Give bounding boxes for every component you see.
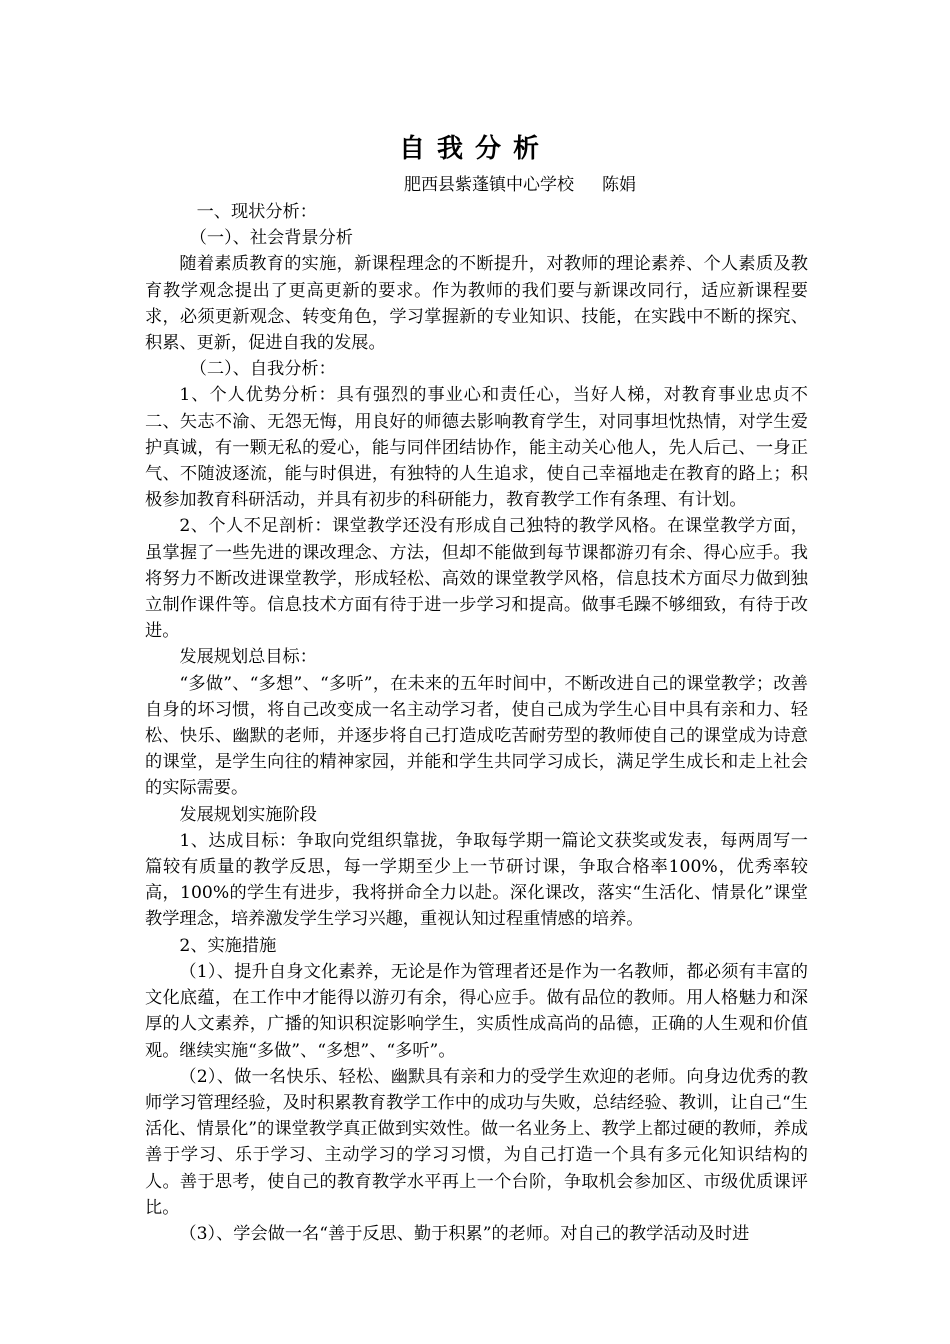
paragraph-heading: 发展规划实施阶段	[179, 804, 317, 825]
paragraph: （3）、学会做一名“善于反思、勤于积累”的老师。对自己的教学活动及时进	[179, 1223, 750, 1244]
paragraph: （2）、做一名快乐、轻松、幽默具有亲和力的受学生欢迎的老师。向身边优秀的教师学习管理经验，及时积累教育教学工作中的成功与失败，总结经验、教训，让自己“生活化、情景化”的课堂教学真正做到实效性。做一名业务上、教学上都过硬的教师，养成善于学习、乐于学习、主动学习的学习习惯，为自己打造一个具有多元化知识结构的人。善于思考，使自己的教育教学水平再上一个台阶，争取机会参加区、市级优质课评比。	[145, 1066, 808, 1218]
author-name: 陈娟	[602, 175, 636, 195]
document-title: 自我分析	[398, 134, 551, 164]
paragraph-heading: 2、实施措施	[179, 935, 277, 956]
section-heading: 一、现状分析：	[196, 202, 317, 222]
paragraph-heading: 发展规划总目标：	[179, 647, 317, 668]
subsection-heading: （二）、自我分析：	[189, 359, 336, 380]
document-body	[145, 199, 808, 1247]
paragraph: 随着素质教育的实施，新课程理念的不断提升，对教师的理论素养、个人素质及教育教学观念提出了更高更新的要求。作为教师的我们要与新课改同行，适应新课程要求，必须更新观念、转变角色，学习掌握新的专业知识、技能，在实践中不断的探究、积累、更新，促进自我的发展。	[145, 254, 808, 354]
paragraph: （1）、提升自身文化素养，无论是作为管理者还是作为一名教师，都必须有丰富的文化底蕴，在工作中才能得以游刃有余，得心应手。做有品位的教师。用人格魅力和深厚的人文素养，广播的知识积淀影响学生，实质性成高尚的品德，正确的人生观和价值观。继续实施“多做”、“多想”、“多听”。	[145, 961, 808, 1061]
paragraph: 2、个人不足剖析：课堂教学还没有形成自己独特的教学风格。在课堂教学方面，虽掌握了一些先进的课改理念、方法，但却不能做到每节课都游刃有余、得心应手。我将努力不断改进课堂教学，形成轻松、高效的课堂教学风格，信息技术方面尽力做到独立制作课件等。信息技术方面有待于进一步学习和提高。做事毛躁不够细致，有待于改进。	[145, 516, 808, 642]
paragraph: 1、个人优势分析：具有强烈的事业心和责任心，当好人梯，对教育事业忠贞不二、矢志不渝、无怨无悔，用良好的师德去影响教育学生，对同事坦忱热情，对学生爱护真诚，有一颗无私的爱心，能与同伴团结协作，能主动关心他人，先人后己、一身正气、不随波逐流，能与时俱进，有独特的人生追求，使自己幸福地走在教育的路上；积极参加教育科研活动，并具有初步的科研能力，教育教学工作有条理、有计划。	[145, 385, 808, 511]
school-name: 肥西县紫蓬镇中心学校	[404, 175, 574, 195]
subsection-heading: （一）、社会背景分析	[189, 228, 353, 249]
paragraph: 1、达成目标：争取向党组织靠拢，争取每学期一篇论文获奖或发表，每两周写一篇较有质量的教学反思，每一学期至少上一节研讨课，争取合格率100%，优秀率较高，100%的学生有进步，我将拼命全力以赴。深化课改，落实“生活化、情景化”课堂教学理念，培养激发学生学习兴趣，重视认知过程重情感的培养。	[145, 830, 808, 930]
paragraph: “多做”、“多想”、“多听”，在未来的五年时间中，不断改进自己的课堂教学；改善自身的坏习惯，将自己改变成一名主动学习者，使自己成为学生心目中具有亲和力、轻松、快乐、幽默的老师，并逐步将自己打造成吃苦耐劳型的教师使自己的课堂成为诗意的课堂，是学生向往的精神家园，并能和学生共同学习成长，满足学生成长和走上社会的实际需要。	[145, 673, 808, 799]
byline	[0, 172, 950, 198]
